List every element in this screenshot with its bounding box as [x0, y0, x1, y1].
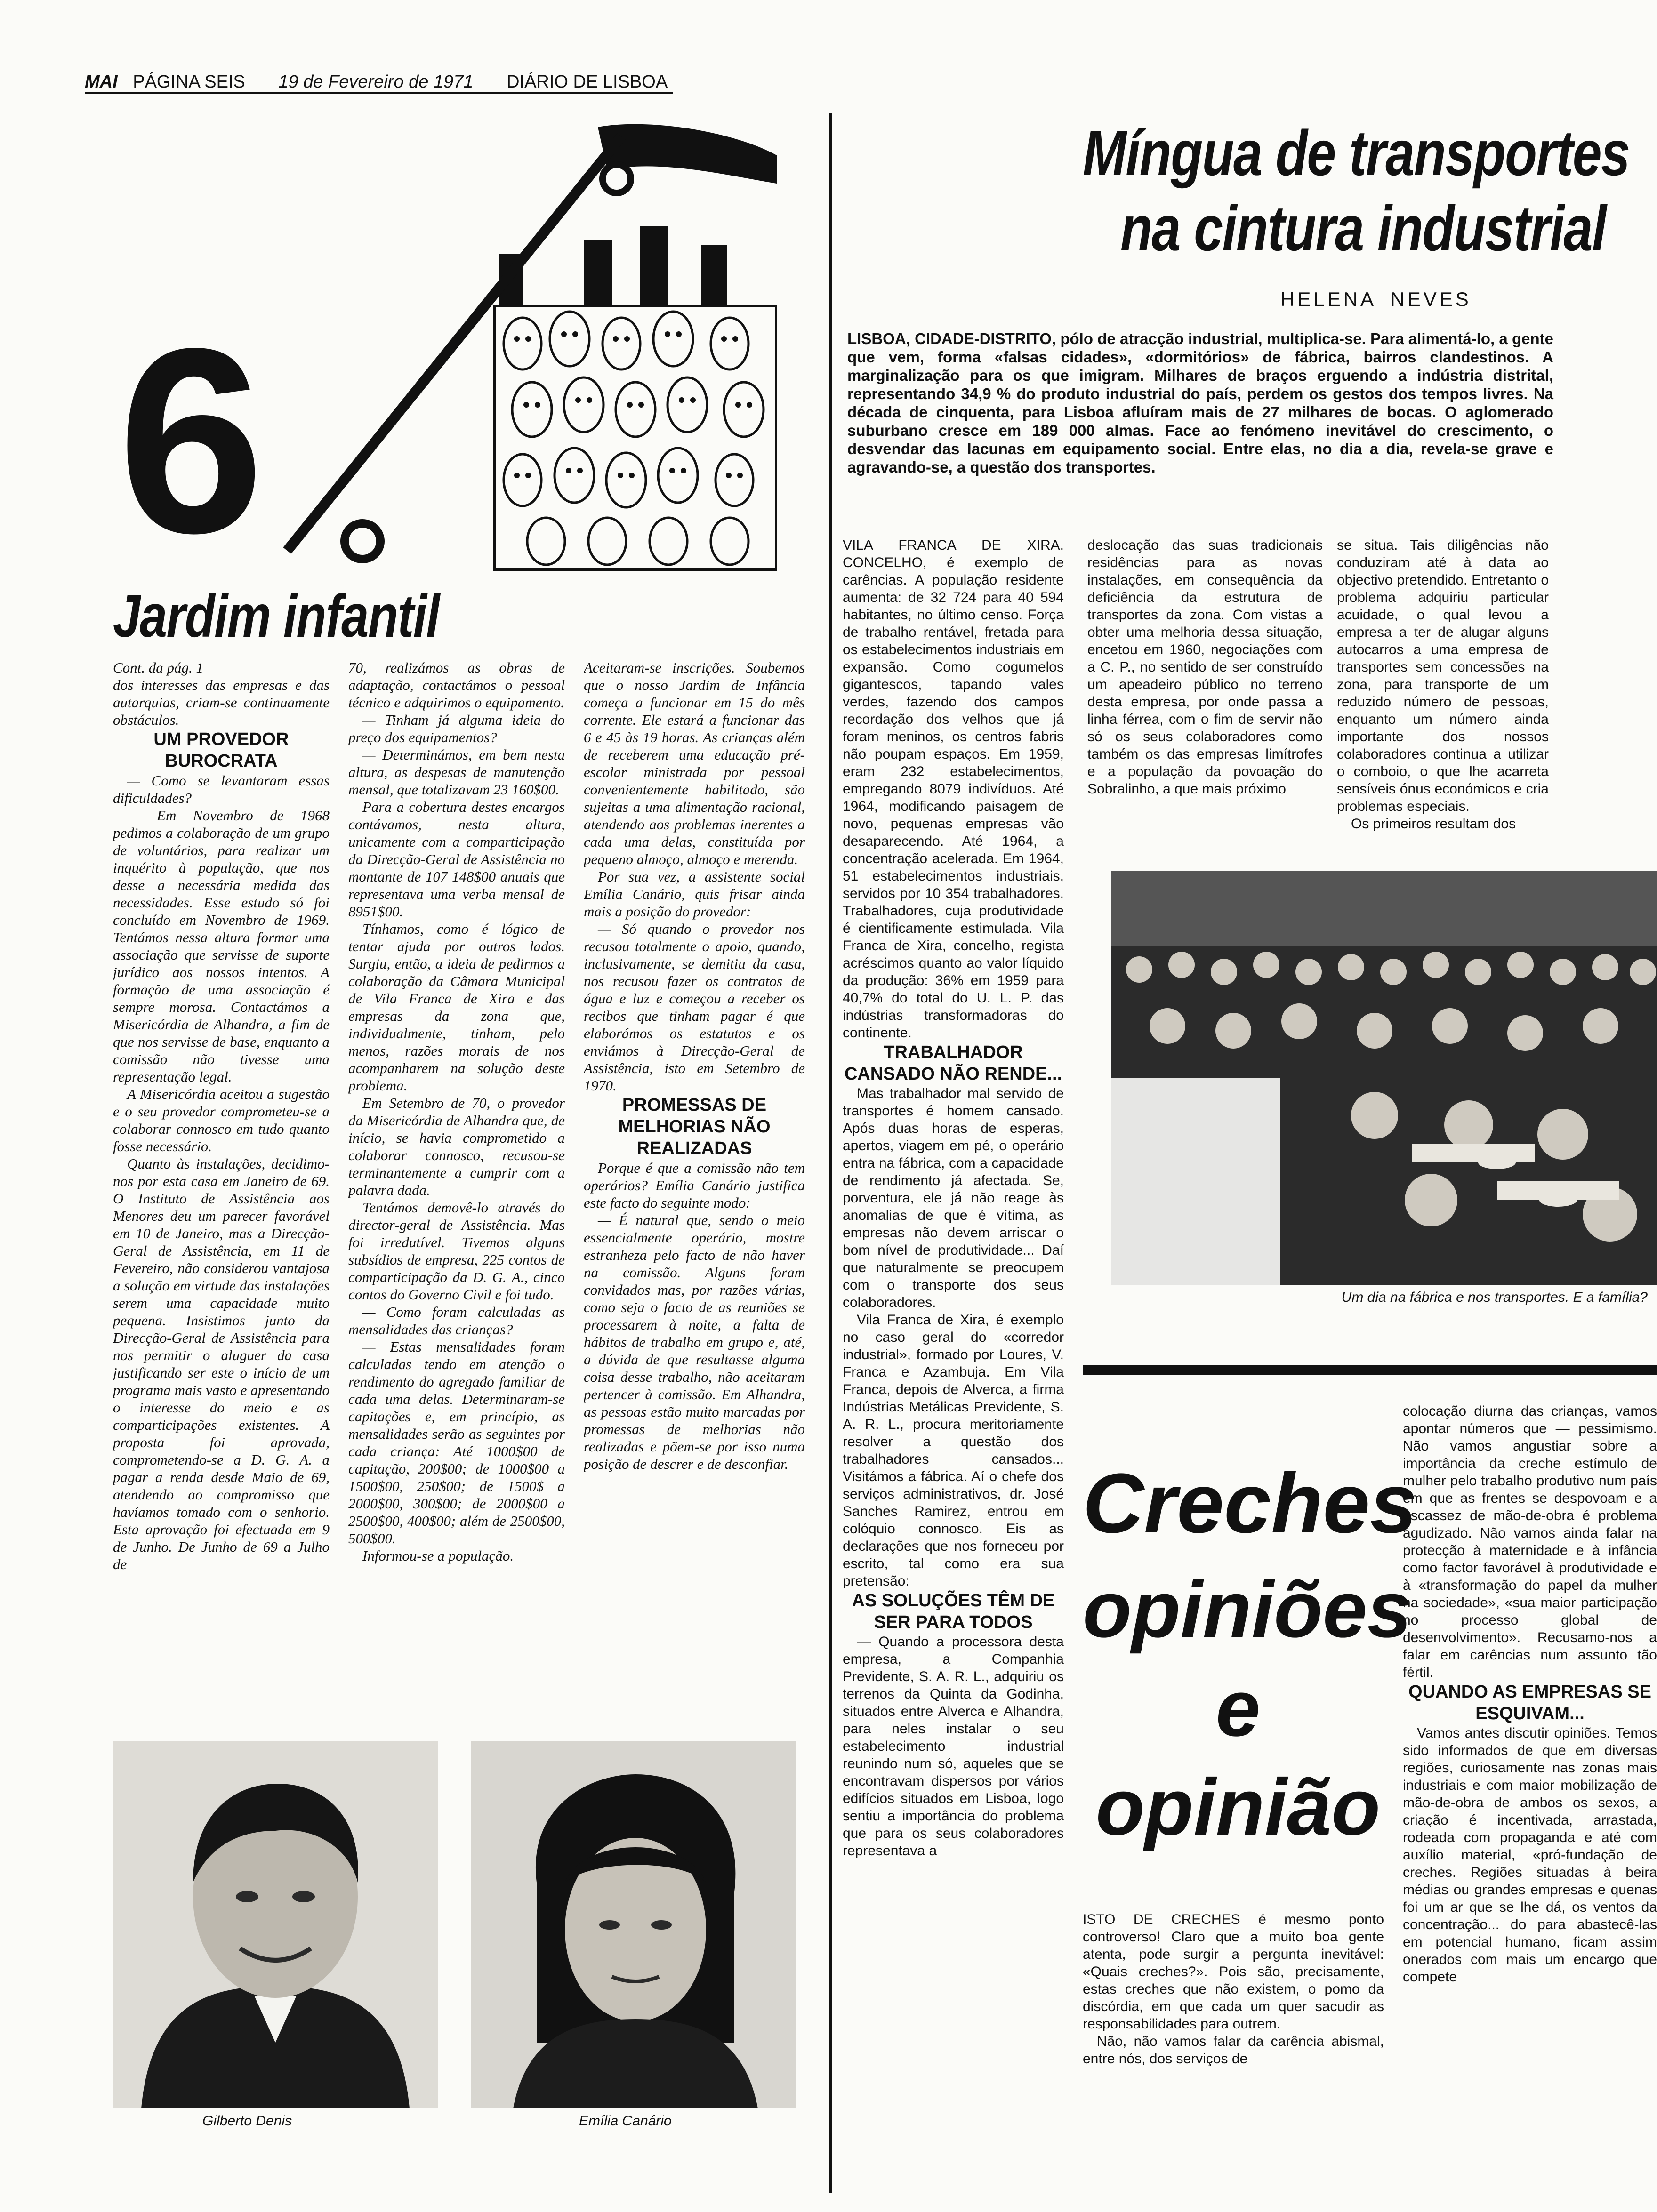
left-col-1	[113, 659, 330, 1671]
canteen-crowd	[1111, 871, 1657, 1285]
left-col-3	[584, 659, 805, 1708]
creches-col-1	[1083, 1911, 1384, 2099]
creches-col1-para: ISTO DE CRECHES é mesmo ponto controverso! Claro que a muito boa gente atenta, pode surgir a pergunta inevitável: «Quais creches?». Pois são, precisamente, estas creches que não existem, o pomo da discórdia, em que cada um quer sacudir as responsabilidades para outrem.	[1083, 1912, 1384, 2032]
masthead-rule	[85, 92, 673, 94]
caption-gilberto-denis: Gilberto Denis	[202, 2113, 292, 2129]
left-col1-para: — Como se levantaram essas dificuldades?	[113, 772, 330, 806]
crowd-drawing	[494, 124, 777, 569]
left-col2-para: 70, realizámos as obras de adaptação, contactámos o pessoal técnico e adquirimos o equipamento.	[348, 659, 565, 711]
creches-title-word2: opiniões	[1083, 1565, 1412, 1654]
left-col-2	[348, 659, 565, 1708]
creches-col-2	[1403, 1403, 1657, 2108]
left-col2-para: Em Setembro de 70, o provedor da Misericórdia de Alhandra que, de início, se havia comprometido a colaborar connosco, recusou-se terminantemente a cumprir com a palavra dada.	[348, 1095, 565, 1198]
left-col2-para: Informou-se a população.	[362, 1547, 514, 1564]
section-rule	[1083, 1365, 1657, 1375]
sub-quando-as-empresas: QUANDO AS EMPRESAS SE ESQUIVAM...	[1408, 1682, 1651, 1723]
right-col-3	[1337, 537, 1549, 847]
right-col-1	[843, 537, 1064, 2193]
photo-caption-factory: Um dia na fábrica e nos transportes. E a família?	[1341, 1290, 1648, 1305]
right-col2-para: deslocação das suas tradicionais residências para as novas instalações, em consequência da deficiência da estrutura de transportes da zona. Com vistas a obter uma melhoria dessa situação, encetou em 1960, negociações com a C. P., no sentido de ser construído um apeadeiro público no terreno desta empresa, por onde passa a linha férrea, com o fim de servir não só os seus colaboradores como também os das empresas limítrofes e a população da povoação do Sobralinho, a que mais próximo	[1087, 537, 1323, 797]
left-col2-para: Para a cobertura destes encargos contávamos, nesta altura, unicamente com a comparticipação da Direcção-Geral de Assistência no montante de 107 148$00 anuais que representava uma verba mensal de 8951$00.	[348, 799, 565, 920]
left-story-title: Jardim infantil	[113, 583, 439, 650]
left-col3-para: Porque é que a comissão não tem operários? Emília Canário justifica este facto do seguinte modo:	[584, 1160, 805, 1211]
creches-title-word4: opinião	[1095, 1763, 1381, 1852]
portrait-man	[113, 1741, 438, 2108]
left-col1-intro: dos interesses das empresas e das autarquias, criam-se continuamente obstáculos.	[113, 677, 330, 728]
percent-graphic	[108, 118, 777, 588]
portrait-woman	[471, 1741, 796, 2108]
left-col2-para: Tínhamos, como é lógico de tentar ajuda por outros lados. Surgiu, então, a ideia de pedirmos a colaboração da Câmara Municipal de Vila Franca de Xira e das empresas da zona que, individualmente, tinham, pelo menos, razões morais de nos acompanharem na solução deste problema.	[348, 921, 565, 1094]
creches-title-word1: Creches	[1083, 1456, 1417, 1551]
right-col1-para: VILA FRANCA DE XIRA. CONCELHO, é exemplo de carências. A população residente aumenta: de 32 724 para 40 594 habitantes, no último censo. Força de trabalho rentável, fretada para os estabelecimentos industriais em expansão. Como cogumelos gigantescos, tapando vales verdes, fazendo dos campos recordação dos velhos que já foram meninos, os centros fabris não poupam espaços. Em 1959, eram 232 estabelecimentos, empregando 8079 indivíduos. Até 1964, modificando paisagem de novo, pequenas empresas vão desaparecendo. Até 1964, a concentração acelerada. Em 1964, 51 estabelecimentos industriais, servidos por 10 354 trabalhadores. Trabalhadores, cuja produtividade é cientificamente estimulada. Vila Franca de Xira, concelho, regista acréscimos quanto ao valor líquido da produção: 36% em 1959 para 40,7% do total do U. L. P. das indústrias transformadoras do continente.	[843, 537, 1064, 1041]
right-col1-para: — Quando a processora desta empresa, a Companhia Previdente, S. A. R. L., adquiriu os terrenos da Quinta da Godinha, situados entre Alverca e Alhandra, para neles instalar o seu estabelecimento industrial reunindo num só, aqueles que se encontravam dispersos por vários edifícios situados em Lisboa, logo sentiu a importância do problema que para os seus colaboradores representava a	[843, 1634, 1064, 1859]
masthead-logo: MAI	[85, 72, 118, 92]
left-col2-para: Tentámos demovê-lo através do director-geral de Assistência. Mas foi irredutível. Tivemos alguns subsídios de empresa, 225 contos de comparticipação da D. G. A., cinco contos do Governo Civil e foi tudo.	[348, 1199, 565, 1303]
left-col3-para: — Só quando o provedor nos recusou totalmente o apoio, quando, inclusivamente, se demitiu da casa, nos recusou fazer os contratos de água e luz e começou a receber os recibos que tinham pagar é que elaborámos os estatutos e os enviámos à Direcção-Geral de Assistência, isto em Setembro de 1970.	[584, 921, 805, 1094]
left-col3-para: — É natural que, sendo o meio essencialmente operário, mostre estranheza pelo facto de não haver na comissão. Alguns foram convidados mas, por razões várias, como seja o facto de as reuniões se processarem à noite, a falta de hábitos de trabalho em grupo e, até, a dúvida de que resultasse alguma coisa desse trabalho, não aceitaram pertencer à comissão. Em Alhandra, as pessoas estão muito marcadas por promessas de melhorias não realizadas e põem-se por isso numa posição de descrer e de desconfiar.	[584, 1212, 805, 1472]
sub-promessas: PROMESSAS DE MELHORIAS NÃO REALIZADAS	[618, 1095, 771, 1158]
right-story-title-line2: na cintura industrial	[1120, 192, 1606, 264]
cont-label: Cont. da pág. 1	[113, 659, 204, 676]
left-col2-para: — Estas mensalidades foram calculadas tendo em atenção o rendimento do agregado familiar de cada uma delas. Determinaram-se capitações e, em princípio, as mensalidades serão as seguintes por cada criança: Até 1000$00 de capitação, 200$00; de 1000$00 a 1500$00, 250$00; de 1500$ a 2000$00, 300$00; de 2000$00 a 2500$00, 400$00; além de 2500$00, 500$00.	[348, 1338, 565, 1547]
right-col1-para: Mas trabalhador mal servido de transportes é homem cansado. Após duas horas de esperas, apertos, viagem em pé, o operário entra na fábrica, com a capacidade de rendimento já afectada. Se, porventura, ele já não reage às anomalias de que é vítima, as empresas não devem arriscar o bom nível de produtividade... Daí que naturalmente se preocupem com o transporte dos seus colaboradores.	[843, 1086, 1064, 1310]
left-col2-para: — Tinham já alguma ideia do preço dos equipamentos?	[348, 712, 565, 745]
left-col3-para: Aceitaram-se inscrições. Soubemos que o nosso Jardim de Infância começa a funcionar em 15 do mês corrente. Ele estará a funcionar das 6 e 45 às 19 horas. As crianças além de receberem uma educação pré-escolar ministrada por pessoal convenientemente habilitado, são sujeitas a uma alimentação racional, atendendo aos problemas inerentes a cada uma delas, constituída por pequeno almoço, almoço e merenda.	[584, 659, 805, 867]
left-col1-para: A Misericórdia aceitou a sugestão e o seu provedor comprometeu-se a colaborar connosco em tudo quanto fosse necessário.	[113, 1086, 330, 1154]
percent-illustration	[108, 118, 777, 588]
column-divider	[829, 113, 832, 2193]
creches-title	[1083, 1450, 1417, 1859]
right-col3-para: Os primeiros resultam dos	[1351, 816, 1516, 832]
right-col-2	[1087, 537, 1323, 847]
creches-col2-para: Vamos antes discutir opiniões. Temos sido informados de que em diversas regiões, curiosamente nas zonas mais industriais e com maior mobilização de mão-de-obra de ambos os sexos, a criação é incentivada, arrastada, rodeada com propaganda e até com auxílio material, «pró-fundação de creches. Regiões situadas à beira médias ou grandes empresas e quenas foi um ar que se lhe dá, os ventos da concentração... do para abastecê-las em potencial humano, ficam assim onerados com mais um encargo que compete	[1403, 1725, 1657, 1985]
creches-col2-para: colocação diurna das crianças, vamos apontar números que — pessimismo. Não vamos angustiar sobre a importância da creche estímulo de mulher pelo trabalho produtivo num país em que as frentes se despovoam e a escassez de mão-de-obra é problema agudizado. Não vamos ainda falar na protecção à maternidade e à infância como factor favorável à produtividade e à «transformação do papel da mulher na sociedade», «sua maior participação no processo global de desenvolvimento». Recusamo-nos a falar em carências num assunto tão fértil.	[1403, 1403, 1657, 1680]
masthead	[85, 71, 673, 93]
left-col3-para: Por sua vez, a assistente social Emília Canário, quis frisar ainda mais a posição do provedor:	[584, 868, 805, 920]
right-story-title-line1: Míngua de transportes	[1083, 117, 1630, 189]
right-col3-para: se situa. Tais diligências não conduziram até à data ao objectivo pretendido. Entretanto o problema adquiriu particular acuidade, o qual levou a empresa a ter de alugar alguns autocarros a uma empresa de transportes sem concessões na zona, para transporte de um reduzido número de pessoas, enquanto um número ainda importante dos nossos colaboradores continua a utilizar o comboio, o que lhe acarreta sensíveis ónus económicos e cria problemas especiais.	[1337, 537, 1549, 814]
left-col1-para: — Em Novembro de 1968 pedimos a colaboração de um grupo de voluntários, para realizar um inquérito à população, que nos desse a necessária medida das necessidades. Esse estudo só foi concluído em Novembro de 1969. Tentámos nessa altura formar uma associação que servisse de suporte jurídico aos nossos intentos. A formação de uma associação é sempre morosa. Contactámos a Misericórdia de Alhandra, a fim de que nos servisse de base, enquanto a comissão não tivesse uma representação legal.	[113, 807, 330, 1085]
creches-title-word3: e	[1215, 1664, 1261, 1753]
photo-gilberto-denis	[113, 1741, 438, 2108]
left-col1-para: Quanto às instalações, decidimo-nos por esta casa em Janeiro de 69. O Instituto de Assistência aos Menores deu um parecer favorável em 10 de Janeiro, mas a Direcção-Geral de Assistência, em 11 de Fevereiro, não considerou vantajosa a solução em virtude das instalações serem uma capacidade muito pequena. Insistimos junto da Direcção-Geral de Assistência para nos permitir o aluguer da casa justificando ser este o início de um programa mais vasto e apresentando o interesse do meio e as comparticipações existentes. A proposta foi aprovada, comprometendo-se a D. G. A. a pagar a renda desde Maio de 69, atendendo ao compromisso que havíamos tomado com o senhorio. Esta aprovação foi efectuada em 9 de Junho. De Junho de 69 a Julho de	[113, 1155, 330, 1572]
sub-provedor: UM PROVEDOR BUROCRATA	[153, 729, 289, 771]
creches-col1-para: Não, não vamos falar da carência abismal, entre nós, dos serviços de	[1083, 2034, 1384, 2067]
masthead-date: 19 de Fevereiro de 1971	[278, 72, 474, 92]
sub-as-solucoes: AS SOLUÇÕES TÊM DE SER PARA TODOS	[852, 1591, 1055, 1632]
left-col2-para: — Determinámos, em bem nesta altura, as despesas de manutenção mensal, que totalizavam 23 160$00.	[348, 746, 565, 798]
right-lead: LISBOA, CIDADE-DISTRITO, pólo de atracção industrial, multiplica-se. Para alimentá-lo, a gente que vem, forma «falsas cidades», «dormitórios» de fábrica, bairros clandestinos. A marginalização para os que imigram. Milhares de braços erguendo a indústria distrital, representando 34,9 % do produto industrial do país, perdem os gestos dos tempos livres. Na década de cinquenta, para Lisboa afluíram mais de 27 milhares de bocas. O aglomerado suburbano cresce em 189 000 almas. Face ao fenómeno inevitável do crescimento, o desvendar das lacunas em equipamento social. Entre elas, no dia a dia, revela-se grave e agravando-se, a questão dos transportes.	[847, 330, 1553, 476]
left-col2-para: — Como foram calculadas as mensalidades das crianças?	[348, 1304, 565, 1338]
percent-digit: 6	[118, 293, 265, 588]
masthead-paper: DIÁRIO DE LISBOA	[507, 72, 668, 92]
sub-trabalhador-cansado: TRABALHADOR CANSADO NÃO RENDE...	[844, 1042, 1062, 1084]
photo-emilia-canario	[471, 1741, 796, 2108]
masthead-page-label: PÁGINA SEIS	[133, 72, 245, 92]
photo-factory-canteen	[1111, 871, 1657, 1285]
caption-emilia-canario: Emília Canário	[579, 2113, 672, 2129]
byline: HELENA NEVES	[1280, 288, 1472, 310]
right-col1-para: Vila Franca de Xira, é exemplo no caso geral do «corredor industrial», formado por Loures, V. Franca e Azambuja. Em Vila Franca, depois de Alverca, a firma Indústrias Metálicas Previdente, S. A. R. L., procura meritoriamente resolver a questão dos trabalhadores cansados... Visitámos a fábrica. Aí o chefe dos serviços administrativos, dr. José Sanches Ramirez, entrou em colóquio connosco. Eis as declarações que nos forneceu por escrito, tal como era sua pretensão:	[843, 1312, 1064, 1589]
